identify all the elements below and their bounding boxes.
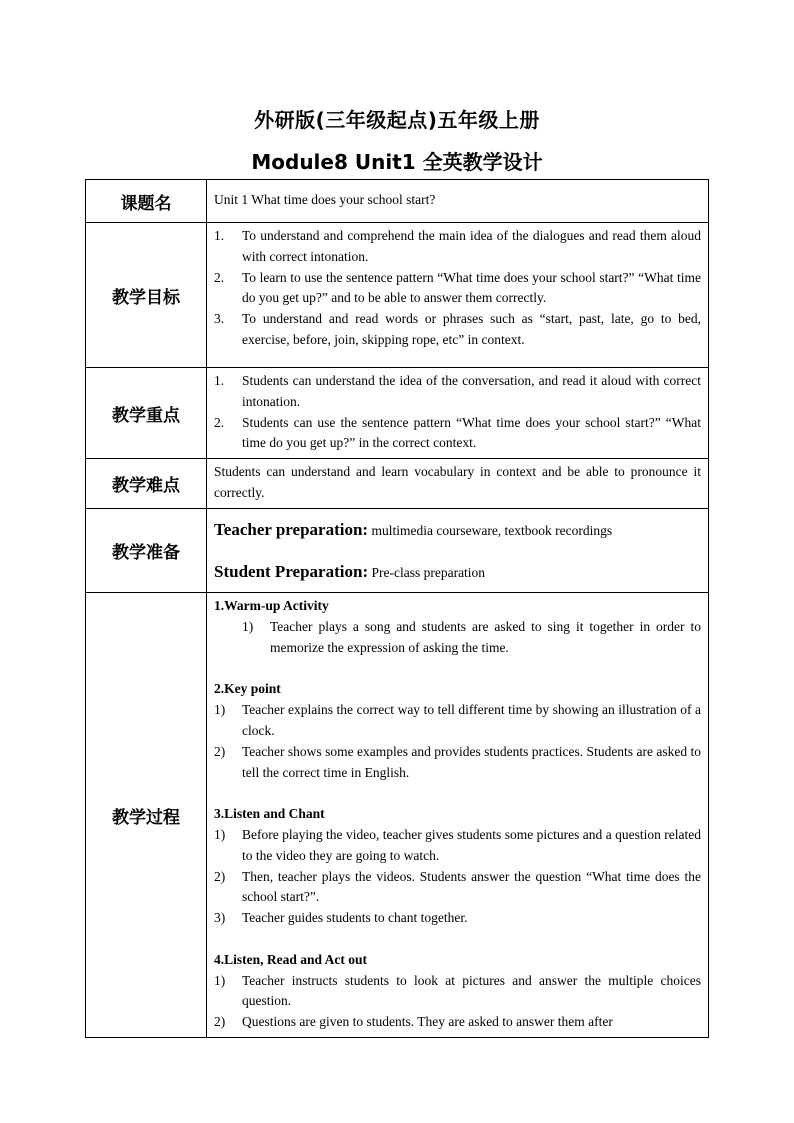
objective-item: 2. To learn to use the sentence pattern “What time does your school start?” “What time do you get up?” and to be able to answer them correctly.	[214, 269, 701, 306]
student-preparation	[214, 561, 701, 584]
preparation-label: 教学准备	[86, 509, 207, 593]
key-points-label: 教学重点	[86, 368, 207, 459]
teacher-preparation-label: Teacher preparation:	[214, 520, 369, 540]
process-step: 2) Teacher shows some examples and provides students practices. Students are asked to tell the correct time in English.	[214, 743, 701, 780]
objectives-label: 教学目标	[86, 223, 207, 368]
process-step: 2) Questions are given to students. They are asked to answer them after	[214, 1014, 613, 1030]
process-step: 1) Teacher explains the correct way to tell different time by showing an illustration of a clock.	[214, 702, 701, 738]
process-step: 3) Teacher guides students to chant together.	[214, 910, 468, 926]
key-point-item: 1. Students can understand the idea of the conversation, and read it aloud with correct intonation.	[214, 373, 701, 409]
key-point-item: 2. Students can use the sentence pattern “What time does your school start?” “What time do you get up?” in the correct context.	[214, 414, 701, 451]
topic-text: Unit 1 What time does your school start?	[214, 192, 436, 208]
process-content	[207, 593, 709, 1038]
process-section	[214, 596, 701, 658]
topic-row	[86, 180, 709, 223]
teacher-preparation	[214, 519, 701, 542]
topic-label: 课题名	[86, 180, 207, 223]
difficulties-text: Students can understand and learn vocabulary in context and be able to pronounce it correctly.	[214, 464, 701, 500]
difficulties-row	[86, 459, 709, 509]
section-title: 3.Listen and Chant	[214, 806, 325, 822]
objectives-list	[214, 226, 701, 351]
difficulties-content	[207, 459, 709, 509]
objective-item: 3. To understand and read words or phrases such as “start, past, late, go to bed, exercise, before, join, skipping rope, etc” in context.	[214, 311, 701, 347]
key-points-content	[207, 368, 709, 459]
section-title: 1.Warm-up Activity	[214, 598, 329, 614]
student-preparation-label: Student Preparation:	[214, 562, 369, 582]
student-preparation-value: Pre-class preparation	[371, 565, 486, 581]
document-subtitle: Module8 Unit1 全英教学设计	[251, 150, 543, 174]
key-points-list	[214, 371, 701, 454]
objective-item: 1. To understand and comprehend the main idea of the dialogues and read them aloud with correct intonation.	[214, 228, 701, 264]
process-section	[214, 950, 701, 1033]
preparation-content	[207, 509, 709, 593]
process-step: 1) Before playing the video, teacher gives students some pictures and a question related to the video they are going to watch.	[214, 826, 701, 863]
process-step: 1) Teacher instructs students to look at pictures and answer the multiple choices question.	[214, 972, 701, 1009]
topic-value	[207, 180, 709, 223]
objectives-content	[207, 223, 709, 368]
document-title: 外研版(三年级起点)五年级上册	[254, 108, 540, 132]
process-section	[214, 804, 701, 929]
process-step: 2) Then, teacher plays the videos. Students answer the question “What time does the school start?”.	[214, 868, 701, 905]
process-row	[86, 593, 709, 1038]
section-title: 4.Listen, Read and Act out	[214, 951, 368, 967]
process-label: 教学过程	[86, 593, 207, 1038]
preparation-row	[86, 509, 709, 593]
difficulties-label: 教学难点	[86, 459, 207, 509]
objectives-row	[86, 223, 709, 368]
key-points-row	[86, 368, 709, 459]
teacher-preparation-value: multimedia courseware, textbook recordings	[371, 523, 613, 539]
process-section	[214, 679, 701, 783]
lesson-plan-table	[85, 179, 709, 1038]
section-title: 2.Key point	[214, 681, 281, 697]
process-step: 1) Teacher plays a song and students are asked to sing it together in order to memorize the expression of asking the time.	[242, 618, 701, 655]
